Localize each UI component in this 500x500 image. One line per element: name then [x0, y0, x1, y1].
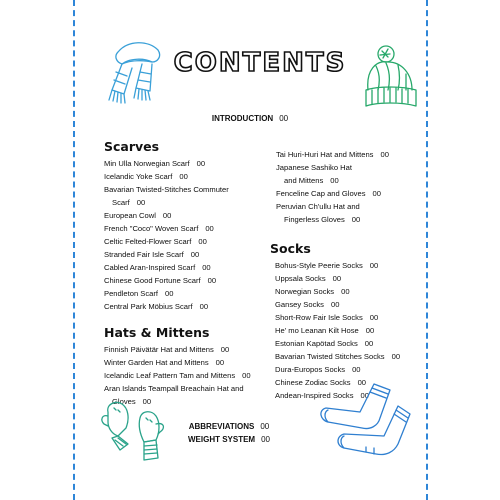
toc-entry-page: 00 — [341, 287, 350, 296]
toc-entry-title: and Mittens — [284, 176, 324, 185]
left-column — [104, 139, 229, 313]
toc-entry — [104, 157, 229, 170]
toc-entry-title: Dura-Europos Socks — [275, 365, 346, 374]
introduction-entry — [0, 114, 500, 123]
toc-entry-page: 00 — [242, 371, 251, 380]
toc-entry-title: Finnish Päivätär Hat and Mittens — [104, 345, 214, 354]
toc-entry — [104, 196, 229, 209]
toc-entry — [104, 287, 229, 300]
toc-entry-title: Short-Row Fair Isle Socks — [275, 313, 363, 322]
abbreviations-label: ABBREVIATIONS — [188, 422, 255, 431]
toc-entry-page: 00 — [190, 250, 200, 259]
toc-entry-title: Celtic Felted-Flower Scarf — [104, 237, 192, 246]
toc-entry-title: Andean-Inspired Socks — [275, 391, 354, 400]
toc-entry-page: 00 — [357, 378, 367, 387]
toc-entry — [276, 200, 389, 213]
toc-entry-title: Uppsala Socks — [275, 274, 326, 283]
toc-entry-page: 00 — [372, 189, 381, 198]
toc-entry-page: 00 — [351, 215, 361, 224]
toc-entry-title: Central Park Möbius Scarf — [104, 302, 193, 311]
toc-entry-page: 00 — [352, 365, 361, 374]
toc-entry — [104, 209, 229, 222]
toc-entry-title: Cabled Aran-Inspired Scarf — [104, 263, 196, 272]
toc-entry-page: 00 — [391, 352, 401, 361]
toc-entry — [276, 161, 389, 174]
toc-entry-title: Gansey Socks — [275, 300, 324, 309]
toc-entry-title: Fenceline Cap and Gloves — [276, 189, 366, 198]
section-heading-scarves: Scarves — [104, 139, 160, 154]
page-title: CONTENTS — [173, 48, 347, 78]
left-column-lower — [104, 325, 251, 408]
toc-entry — [276, 148, 389, 161]
toc-entry-title: Scarf — [112, 198, 130, 207]
toc-entry-title: Aran Islands Teampall Breachain Hat and — [104, 384, 244, 393]
toc-entry-page: 00 — [179, 172, 188, 181]
scarves-list — [104, 157, 229, 313]
toc-entry-title: Bavarian Twisted-Stitches Commuter — [104, 185, 229, 194]
right-column — [276, 148, 389, 226]
toc-entry-title: Chinese Zodiac Socks — [275, 378, 351, 387]
toc-entry-title: Bavarian Twisted Stitches Socks — [275, 352, 385, 361]
toc-entry-page: 00 — [360, 391, 369, 400]
toc-entry-page: 00 — [205, 224, 214, 233]
toc-entry-page: 00 — [369, 261, 379, 270]
toc-entry — [275, 363, 400, 376]
toc-entry-page: 00 — [220, 345, 230, 354]
toc-entry — [275, 298, 400, 311]
toc-entry-page: 00 — [215, 358, 225, 367]
toc-entry-title: Winter Garden Hat and Mittens — [104, 358, 209, 367]
toc-entry-page: 00 — [369, 313, 379, 322]
toc-entry — [275, 324, 400, 337]
toc-entry-title: Estonian Kapötad Socks — [275, 339, 358, 348]
toc-entry-page: 00 — [332, 274, 342, 283]
introduction-page: 00 — [279, 114, 289, 123]
toc-entry — [104, 183, 229, 196]
toc-entry — [275, 259, 400, 272]
introduction-label: INTRODUCTION — [211, 114, 274, 123]
toc-entry-title: Norwegian Socks — [275, 287, 335, 296]
toc-entry-page: 00 — [142, 397, 152, 406]
toc-entry-page: 00 — [207, 276, 217, 285]
toc-entry — [276, 187, 389, 200]
toc-entry — [275, 285, 400, 298]
toc-entry — [104, 382, 251, 395]
toc-entry — [104, 369, 251, 382]
toc-entry-title: Peruvian Ch'ullu Hat and — [276, 202, 360, 211]
abbreviations-page: 00 — [260, 422, 270, 431]
toc-entry-page: 00 — [136, 198, 146, 207]
weight-system-label: WEIGHT SYSTEM — [187, 435, 256, 444]
toc-entry — [276, 213, 389, 226]
abbreviations-entry — [0, 422, 479, 431]
weight-system-page: 00 — [261, 435, 271, 444]
toc-entry-title: Japanese Sashiko Hat — [276, 163, 352, 172]
toc-entry-title: Icelandic Leaf Pattern Tam and Mittens — [104, 371, 236, 380]
hats-mittens-continued-list — [276, 148, 389, 226]
weight-system-entry — [0, 435, 479, 444]
toc-entry — [104, 274, 229, 287]
toc-entry — [104, 235, 229, 248]
toc-entry-title: French "Coco" Woven Scarf — [104, 224, 199, 233]
mittens-illustration — [98, 398, 176, 466]
toc-entry-title: Min Ulla Norwegian Scarf — [104, 159, 190, 168]
section-heading-hats-mittens: Hats & Mittens — [104, 325, 210, 340]
toc-entry-page: 00 — [330, 176, 339, 185]
toc-entry — [275, 311, 400, 324]
toc-entry-title: He' mo Leanan Kilt Hose — [275, 326, 359, 335]
toc-entry — [104, 170, 229, 183]
toc-entry — [104, 222, 229, 235]
toc-entry — [104, 356, 251, 369]
toc-entry-title: Gloves — [112, 397, 136, 406]
toc-entry-title: Fingerless Gloves — [284, 215, 345, 224]
toc-entry-title: Icelandic Yoke Scarf — [104, 172, 173, 181]
toc-entry — [104, 248, 229, 261]
toc-entry — [104, 343, 251, 356]
toc-entry — [275, 272, 400, 285]
toc-entry-page: 00 — [364, 339, 374, 348]
toc-entry — [104, 300, 229, 313]
toc-entry-title: Tai Huri-Huri Hat and Mittens — [276, 150, 374, 159]
toc-entry-page: 00 — [199, 302, 209, 311]
toc-entry-title: Chinese Good Fortune Scarf — [104, 276, 201, 285]
toc-entry-page: 00 — [198, 237, 207, 246]
toc-entry — [104, 261, 229, 274]
toc-entry-page: 00 — [165, 289, 174, 298]
toc-entry-page: 00 — [365, 326, 375, 335]
toc-entry-page: 00 — [162, 211, 172, 220]
toc-entry — [275, 337, 400, 350]
toc-entry-page: 00 — [330, 300, 340, 309]
toc-entry — [276, 174, 389, 187]
toc-entry-title: European Cowl — [104, 211, 156, 220]
toc-entry-page: 00 — [380, 150, 389, 159]
toc-entry-title: Stranded Fair Isle Scarf — [104, 250, 184, 259]
toc-entry — [275, 350, 400, 363]
toc-entry-title: Bohus-Style Peerie Socks — [275, 261, 363, 270]
toc-entry-title: Pendleton Scarf — [104, 289, 159, 298]
toc-entry-page: 00 — [196, 159, 206, 168]
section-heading-socks: Socks — [270, 241, 311, 256]
toc-entry-page: 00 — [202, 263, 211, 272]
